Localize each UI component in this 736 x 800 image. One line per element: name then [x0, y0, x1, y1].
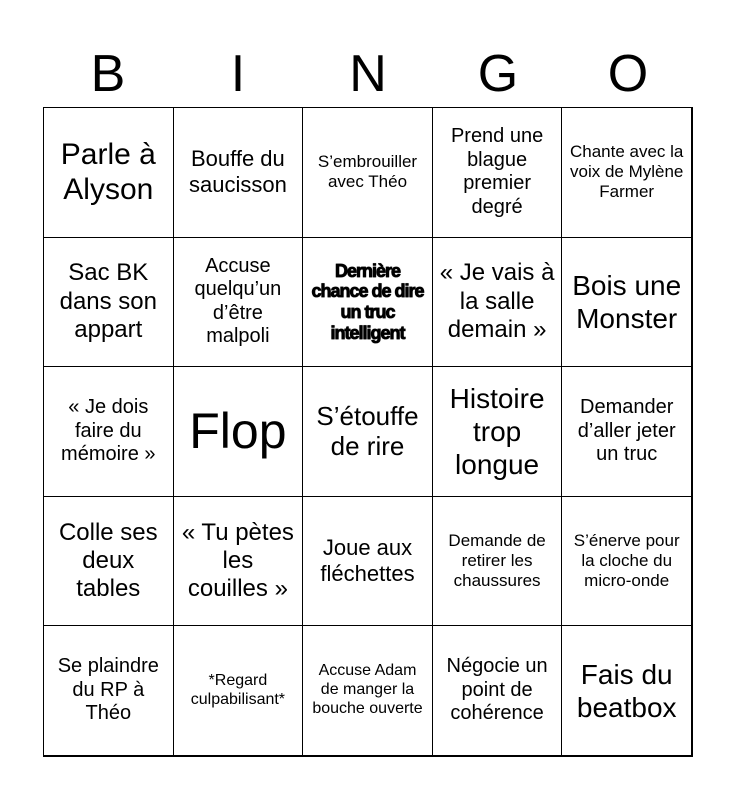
- bingo-card-grid: [43, 107, 693, 757]
- bingo-cell[interactable]: « Tu pètes les couilles »: [173, 496, 304, 627]
- header-letter-i: I: [230, 45, 246, 103]
- bingo-cell[interactable]: S’étouffe de rire: [302, 366, 433, 497]
- bingo-cell-free[interactable]: Dernière chance de dire un truc intelligent: [302, 237, 433, 368]
- bingo-cell[interactable]: Joue aux fléchettes: [302, 496, 433, 627]
- bingo-cell[interactable]: Demande de retirer les chaussures: [432, 496, 563, 627]
- bingo-cell[interactable]: Accuse Adam de manger la bouche ouverte: [302, 625, 433, 756]
- bingo-cell[interactable]: Flop: [173, 366, 304, 497]
- bingo-cell[interactable]: Fais du beatbox: [561, 625, 692, 756]
- bingo-cell[interactable]: Négocie un point de cohérence: [432, 625, 563, 756]
- bingo-cell[interactable]: Se plaindre du RP à Théo: [43, 625, 174, 756]
- bingo-cell[interactable]: « Je dois faire du mémoire »: [43, 366, 174, 497]
- bingo-cell[interactable]: S’embrouiller avec Théo: [302, 107, 433, 238]
- bingo-cell[interactable]: *Regard culpabilisant*: [173, 625, 304, 756]
- bingo-cell[interactable]: Bouffe du saucisson: [173, 107, 304, 238]
- bingo-cell[interactable]: Parle à Alyson: [43, 107, 174, 238]
- header-letter-o: O: [607, 45, 649, 103]
- bingo-cell[interactable]: « Je vais à la salle demain »: [432, 237, 563, 368]
- bingo-cell[interactable]: Prend une blague premier degré: [432, 107, 563, 238]
- header-letter-g: G: [477, 45, 519, 103]
- bingo-cell[interactable]: Bois une Monster: [561, 237, 692, 368]
- header-letter-b: B: [90, 45, 126, 103]
- bingo-cell[interactable]: Chante avec la voix de Mylène Farmer: [561, 107, 692, 238]
- bingo-cell[interactable]: S’énerve pour la cloche du micro-onde: [561, 496, 692, 627]
- bingo-header: [43, 40, 693, 108]
- bingo-cell[interactable]: Histoire trop longue: [432, 366, 563, 497]
- bingo-cell[interactable]: Colle ses deux tables: [43, 496, 174, 627]
- bingo-cell[interactable]: Demander d’aller jeter un truc: [561, 366, 692, 497]
- bingo-cell[interactable]: Sac BK dans son appart: [43, 237, 174, 368]
- bingo-cell[interactable]: Accuse quelqu’un d’être malpoli: [173, 237, 304, 368]
- header-letter-n: N: [349, 45, 387, 103]
